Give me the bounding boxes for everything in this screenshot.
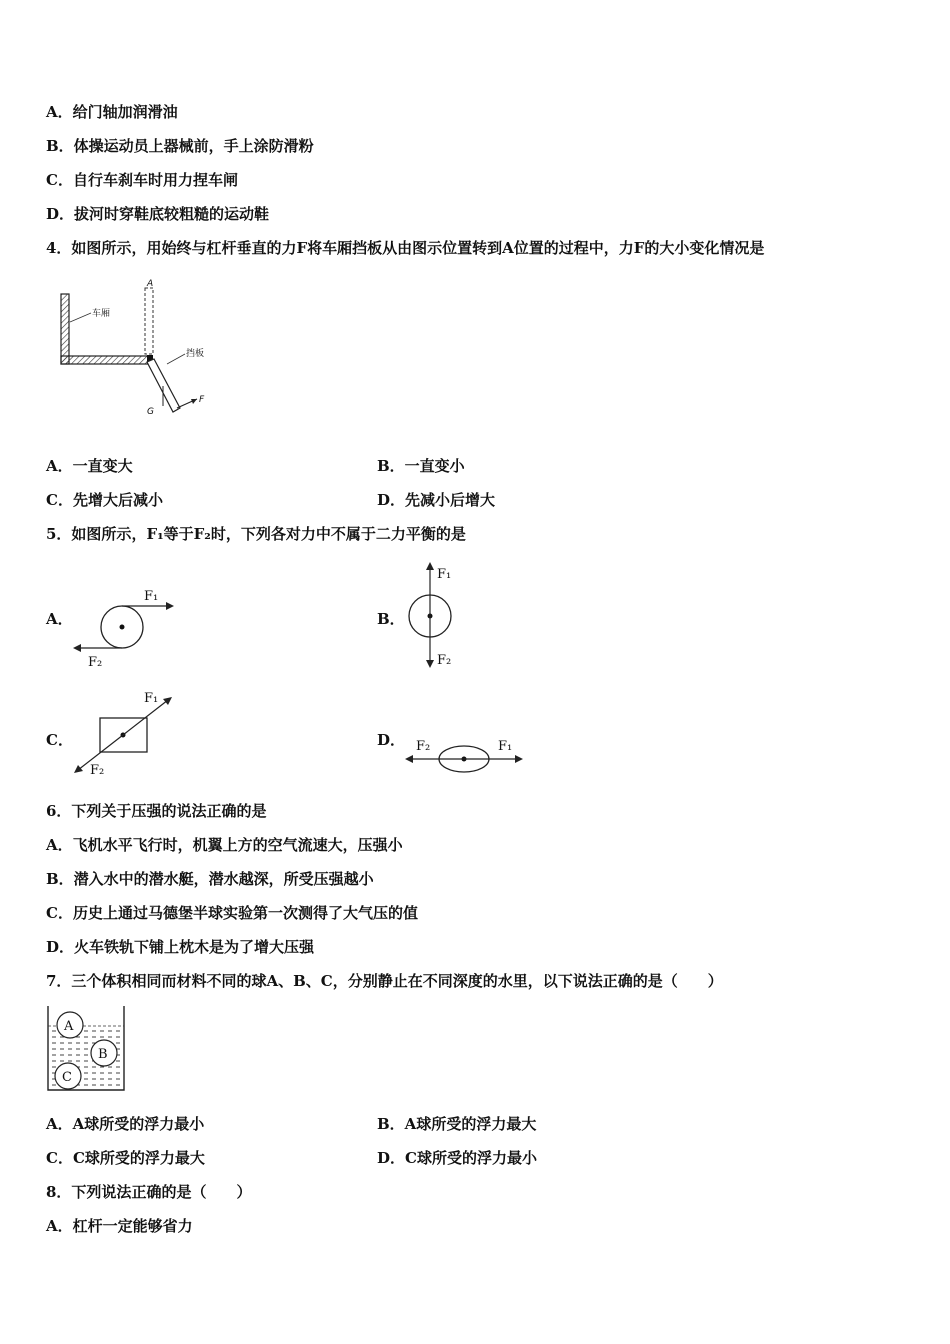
q6-option-a: A．飞机水平飞行时，机翼上方的空气流速大，压强小: [46, 836, 403, 854]
label-a: A: [147, 279, 154, 289]
q5d-f1: F₁: [498, 739, 513, 754]
q5-label-b: B．: [377, 610, 405, 628]
ball-b-label: B: [98, 1047, 108, 1062]
ball-a-label: A: [64, 1019, 74, 1034]
q5-figure-c: [70, 686, 180, 778]
q5b-f2: F₂: [437, 653, 452, 668]
q6-option-b: B．潜入水中的潜水艇，潜水越深，所受压强越小: [46, 870, 374, 888]
q5a-f2: F₂: [88, 655, 103, 670]
q5a-f1: F₁: [144, 589, 159, 604]
q5b-f1: F₁: [437, 567, 452, 582]
q4-option-d: D．先减小后增大: [377, 491, 496, 509]
q5c-f1: F₁: [144, 691, 159, 706]
q8-stem: 8．下列说法正确的是（ ）: [46, 1183, 252, 1201]
q5-figure-b: [400, 558, 470, 673]
q5-figure-a: [70, 582, 180, 672]
q4-option-c: C．先增大后减小: [46, 491, 163, 509]
q8-option-a: A．杠杆一定能够省力: [46, 1217, 193, 1235]
q7-option-b: B．A球所受的浮力最大: [377, 1115, 537, 1133]
truck-wall: [61, 294, 69, 364]
board-position-a: [145, 288, 153, 354]
q4-option-a: A．一直变大: [46, 457, 133, 475]
q7-stem: 7．三个体积相同而材料不同的球A、B、C，分别静止在不同深度的水里，以下说法正确的是（ ）: [46, 972, 723, 990]
q5-label-a: A．: [46, 610, 73, 628]
ball-c-label: C: [62, 1070, 72, 1085]
q3-option-d: D．拔河时穿鞋底较粗糙的运动鞋: [46, 205, 270, 223]
q4-lever-figure: [55, 278, 220, 423]
truck-floor: [61, 356, 151, 364]
label-g: G: [147, 407, 154, 417]
q6-stem: 6．下列关于压强的说法正确的是: [46, 802, 267, 820]
q6-option-c: C．历史上通过马德堡半球实验第一次测得了大气压的值: [46, 904, 418, 922]
q5d-f2: F₂: [416, 739, 431, 754]
q7-option-d: D．C球所受的浮力最小: [377, 1149, 537, 1167]
label-board: 挡板: [186, 349, 205, 359]
q5c-f2: F₂: [90, 763, 105, 778]
q4-stem: 4．如图所示，用始终与杠杆垂直的力F将车厢挡板从由图示位置转到A位置的过程中，力F的大小变化情况是: [46, 239, 765, 257]
q4-option-b: B．一直变小: [377, 457, 465, 475]
q7-option-c: C．C球所受的浮力最大: [46, 1149, 205, 1167]
q5-label-c: C．: [46, 731, 73, 749]
q3-option-b: B．体操运动员上器械前，手上涂防滑粉: [46, 137, 314, 155]
label-f: F: [199, 395, 205, 405]
q5-stem: 5．如图所示，F₁等于F₂时，下列各对力中不属于二力平衡的是: [46, 525, 466, 543]
q7-water-tank-figure: [44, 1004, 128, 1094]
q6-option-d: D．火车铁轨下铺上枕木是为了增大压强: [46, 938, 315, 956]
q5-label-d: D．: [377, 731, 406, 749]
q3-option-c: C．自行车刹车时用力捏车闸: [46, 171, 238, 189]
q3-option-a: A．给门轴加润滑油: [46, 103, 178, 121]
q7-option-a: A．A球所受的浮力最小: [46, 1115, 205, 1133]
q5-figure-d: [404, 732, 526, 780]
label-car: 车厢: [92, 309, 111, 319]
